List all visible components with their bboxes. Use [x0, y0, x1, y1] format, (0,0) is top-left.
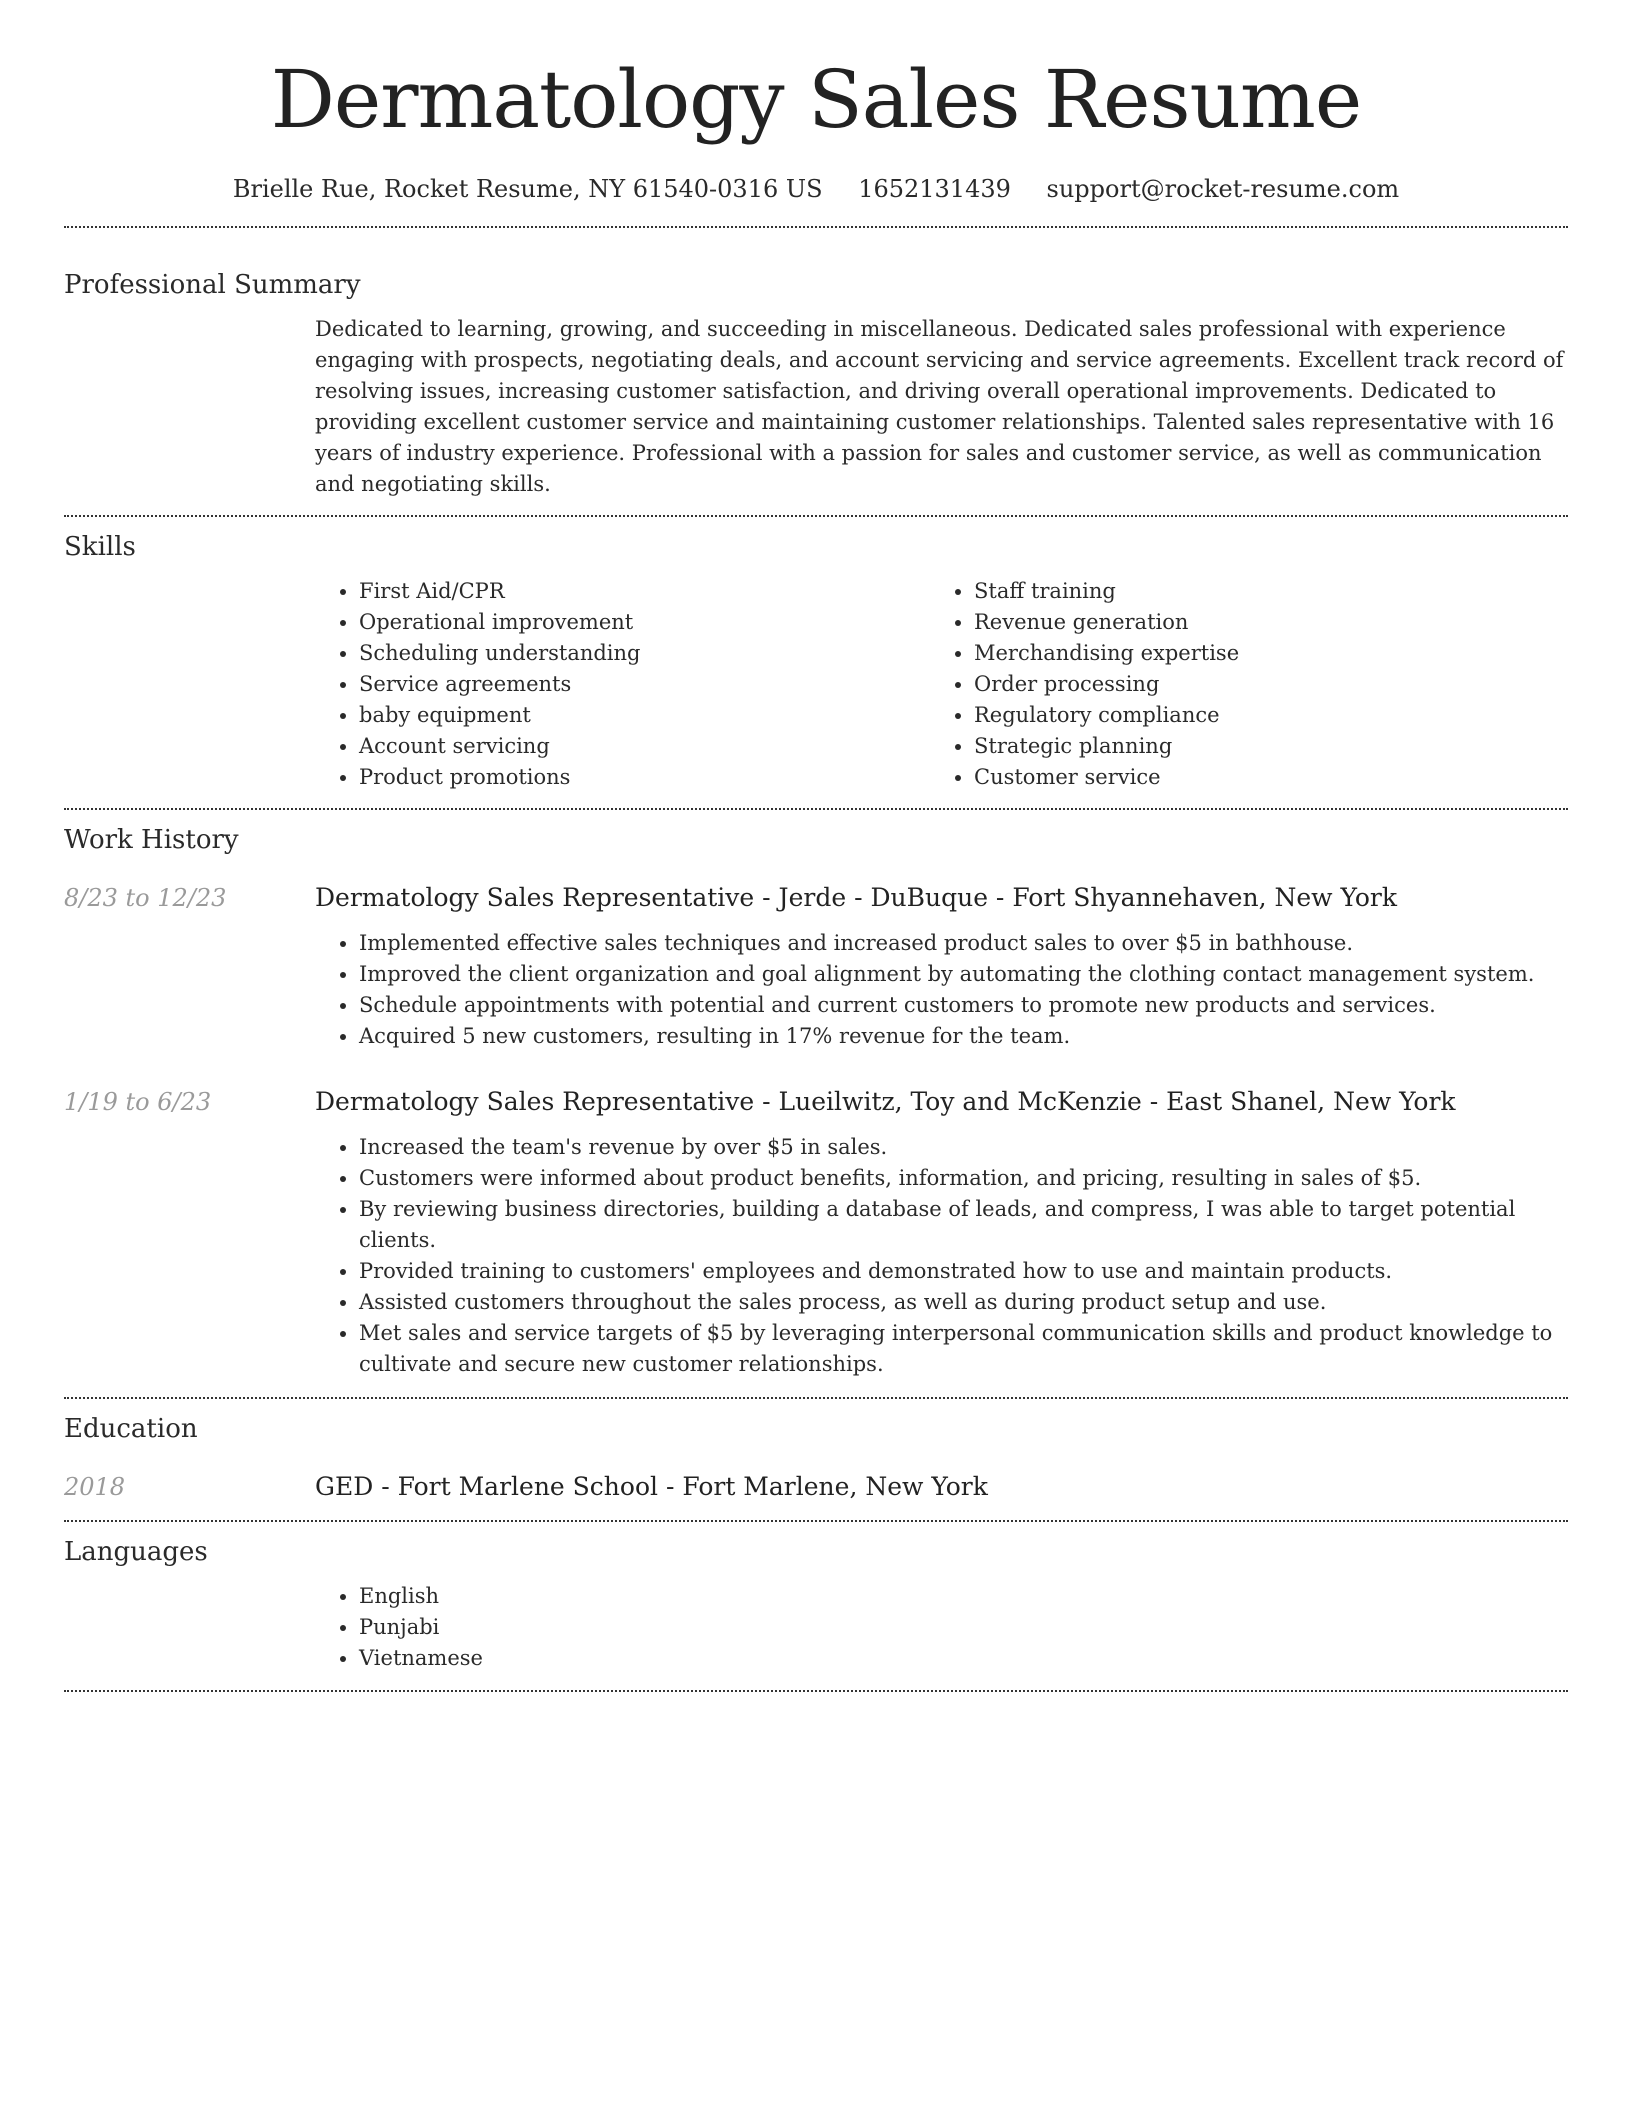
job-bullet: • Met sales and service targets of $5 by leveraging interpersonal communication skills and product knowledge to cultivate and secure new customer relationships.	[359, 1318, 1568, 1380]
job-title: Dermatology Sales Representative - Jerde - DuBuque - Fort Shyannehaven, New York	[315, 883, 1397, 912]
section-heading-languages: Languages	[64, 1537, 208, 1567]
skill-item: • Order processing	[974, 669, 1545, 700]
skill-item: • Service agreements	[359, 669, 930, 700]
section-heading-summary: Professional Summary	[64, 270, 361, 300]
skill-item: • Customer service	[974, 762, 1545, 793]
job-bullets	[315, 1132, 1568, 1380]
skill-item: • baby equipment	[359, 700, 930, 731]
contact-line	[64, 171, 1568, 207]
job-dates: 1/19 to 6/23	[64, 1088, 212, 1116]
language-item: • Punjabi	[359, 1612, 1568, 1643]
languages-list	[315, 1581, 1568, 1674]
divider	[64, 808, 1568, 810]
skill-item: • Staff training	[974, 576, 1545, 607]
skill-item: • Operational improvement	[359, 607, 930, 638]
job-entry	[64, 881, 1568, 915]
section-heading-work: Work History	[64, 825, 239, 855]
job-dates: 8/23 to 12/23	[64, 884, 227, 912]
skill-item: • Scheduling understanding	[359, 638, 930, 669]
job-bullet: • Schedule appointments with potential and current customers to promote new products and services.	[359, 990, 1568, 1021]
job-bullet: • By reviewing business directories, building a database of leads, and compress, I was able to target potential clients.	[359, 1194, 1568, 1256]
section-heading-education: Education	[64, 1414, 198, 1444]
job-bullet: • Improved the client organization and goal alignment by automating the clothing contact management system.	[359, 959, 1568, 990]
skills-column-left	[315, 576, 930, 793]
job-bullet: • Customers were informed about product benefits, information, and pricing, resulting in sales of $5.	[359, 1163, 1568, 1194]
job-bullet: • Implemented effective sales techniques and increased product sales to over $5 in bathhouse.	[359, 928, 1568, 959]
skill-item: • First Aid/CPR	[359, 576, 930, 607]
skill-item: • Strategic planning	[974, 731, 1545, 762]
job-bullet: • Assisted customers throughout the sales process, as well as during product setup and use.	[359, 1287, 1568, 1318]
education-degree: GED - Fort Marlene School - Fort Marlene, New York	[315, 1472, 988, 1501]
job-bullet: • Provided training to customers' employees and demonstrated how to use and maintain products.	[359, 1256, 1568, 1287]
job-bullets	[315, 928, 1568, 1052]
skill-item: • Merchandising expertise	[974, 638, 1545, 669]
job-bullet: • Increased the team's revenue by over $5 in sales.	[359, 1132, 1568, 1163]
skill-item: • Regulatory compliance	[974, 700, 1545, 731]
resume-title: Dermatology Sales Resume	[270, 53, 1362, 146]
education-entry	[64, 1470, 1568, 1504]
job-bullet: • Acquired 5 new customers, resulting in 17% revenue for the team.	[359, 1021, 1568, 1052]
language-item: • English	[359, 1581, 1568, 1612]
divider	[64, 1520, 1568, 1522]
divider	[64, 1397, 1568, 1399]
skills-list	[315, 576, 1568, 793]
job-title: Dermatology Sales Representative - Lueilwitz, Toy and McKenzie - East Shanel, New York	[315, 1087, 1456, 1116]
divider	[64, 1690, 1568, 1692]
language-item: • Vietnamese	[359, 1643, 1568, 1674]
contact-phone: 1652131439	[858, 175, 1011, 203]
summary-text: Dedicated to learning, growing, and succeeding in miscellaneous. Dedicated sales professional with experience engaging with prospects, negotiating deals, and account servicing and service agreements. Excellent track record of resolving issues, increasing customer satisfaction, and driving overall operational improvements. Dedicated to providing excellent customer service and maintaining customer relationships. Talented sales representative with 16 years of industry experience. Professional with a passion for sales and customer service, as well as communication and negotiating skills.	[315, 317, 1564, 496]
contact-email: support@rocket-resume.com	[1046, 175, 1400, 203]
skill-item: • Account servicing	[359, 731, 930, 762]
skill-item: • Product promotions	[359, 762, 930, 793]
resume-page	[64, 0, 1568, 1692]
divider	[64, 515, 1568, 517]
contact-address: Brielle Rue, Rocket Resume, NY 61540-0316 US	[232, 175, 823, 203]
job-entry	[64, 1085, 1568, 1119]
section-heading-skills: Skills	[64, 532, 136, 562]
divider	[64, 226, 1568, 228]
education-year: 2018	[64, 1473, 126, 1501]
skill-item: • Revenue generation	[974, 607, 1545, 638]
skills-column-right	[930, 576, 1545, 793]
